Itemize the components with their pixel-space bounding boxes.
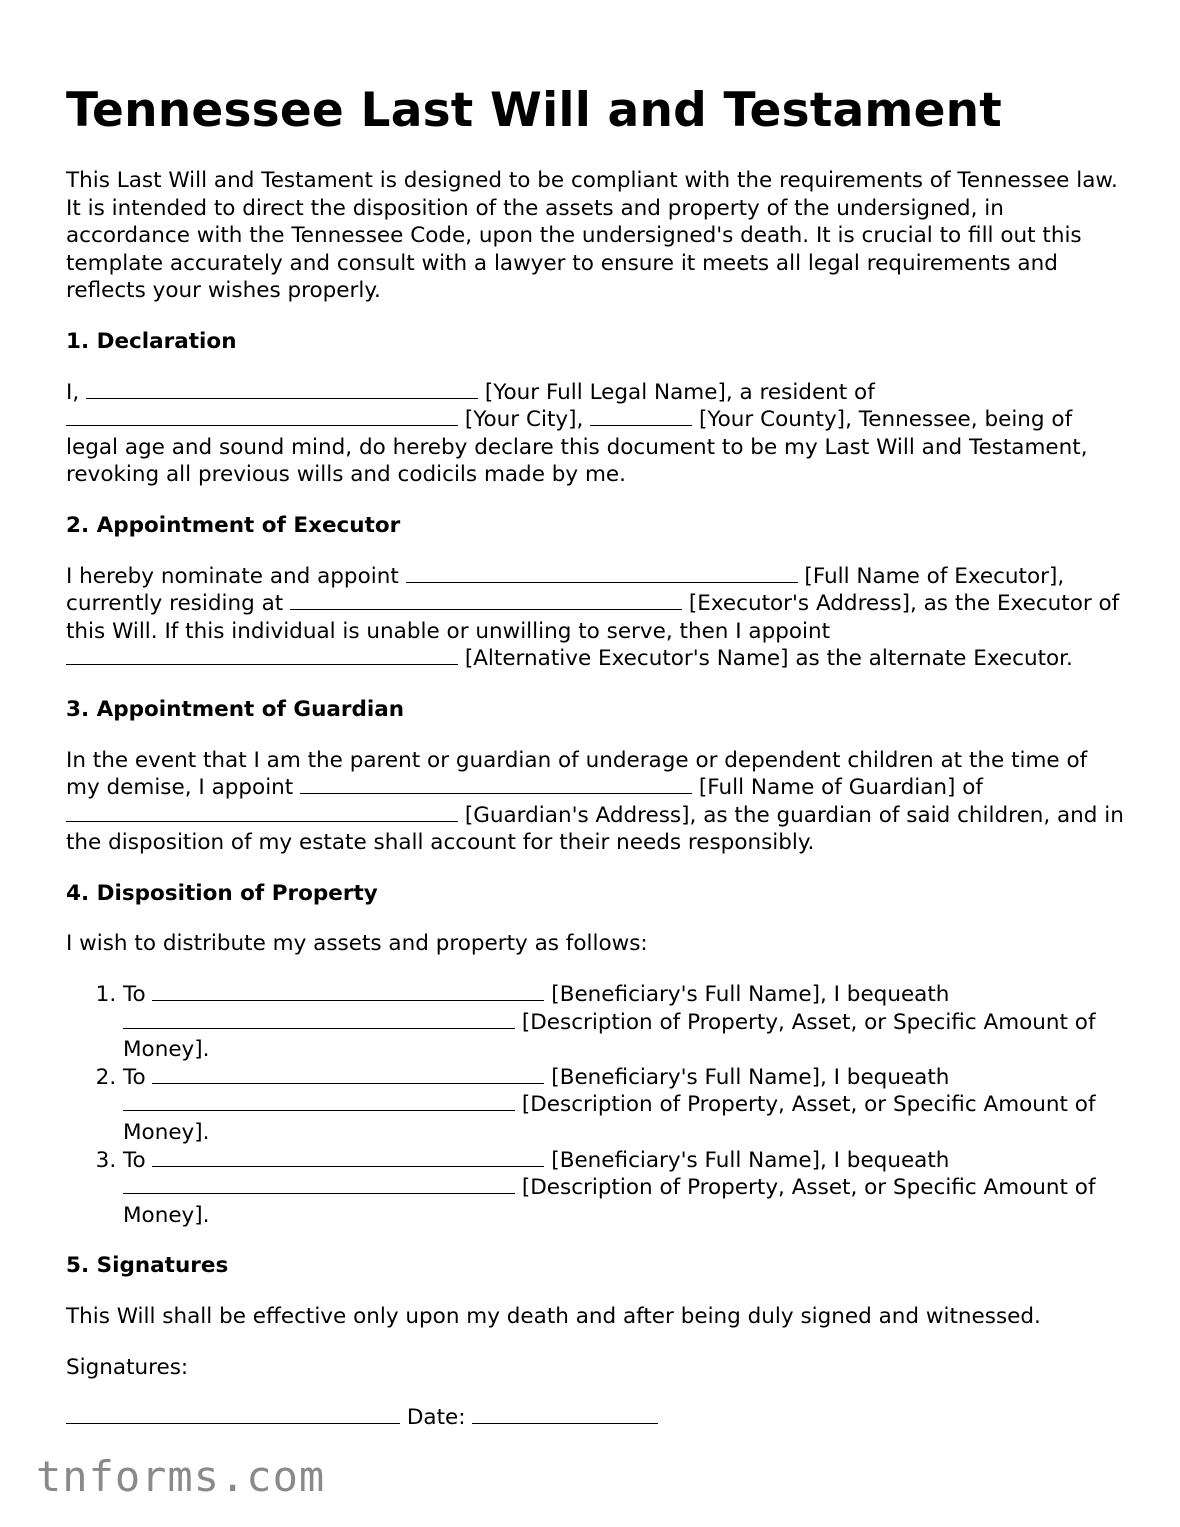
document-title: Tennessee Last Will and Testament xyxy=(66,83,1002,138)
section-heading-executor: 2. Appointment of Executor xyxy=(66,512,401,538)
section-heading-declaration: 1. Declaration xyxy=(66,328,237,354)
signature-line: Date: xyxy=(66,1404,1126,1432)
beneficiary-name-blank[interactable] xyxy=(152,981,544,1001)
full-name-blank[interactable] xyxy=(86,379,478,399)
property-description-blank[interactable] xyxy=(123,1091,515,1111)
signature-blank[interactable] xyxy=(66,1404,400,1424)
declaration-paragraph: I, [Your Full Legal Name], a resident of [Your City], [Your County], Tennessee, being of legal age and sound mind, do hereby declare this document to be my Last Will and Testament, revoking all previous wills and codicils made by me. xyxy=(66,379,1088,488)
watermark: tnforms.com xyxy=(36,1452,326,1501)
bequest-list xyxy=(66,981,1126,1229)
bequest-item: 1. To [Beneficiary's Full Name], I bequeath [Description of Property, Asset, or Specific Amount of Money]. xyxy=(123,981,1126,1064)
intro-paragraph: This Last Will and Testament is designed to be compliant with the requirements of Tennessee law. It is intended to direct the disposition of the assets and property of the undersigned, in accordance with the Tennessee Code, upon the undersigned's death. It is crucial to fill out this template accurately and consult with a lawyer to ensure it meets all legal requirements and reflects your wishes properly. xyxy=(66,168,1118,304)
executor-address-blank[interactable] xyxy=(290,590,682,610)
guardian-name-blank[interactable] xyxy=(300,774,692,794)
bequest-item: 3. To [Beneficiary's Full Name], I bequeath [Description of Property, Asset, or Specific Amount of Money]. xyxy=(123,1147,1126,1230)
guardian-address-blank[interactable] xyxy=(66,802,458,822)
executor-name-blank[interactable] xyxy=(406,563,798,583)
signatures-paragraph: This Will shall be effective only upon my death and after being duly signed and witnessed. xyxy=(66,1304,1041,1329)
alternate-executor-blank[interactable] xyxy=(66,645,458,665)
beneficiary-name-blank[interactable] xyxy=(152,1147,544,1167)
city-blank[interactable] xyxy=(66,406,458,426)
section-heading-signatures: 5. Signatures xyxy=(66,1253,229,1279)
section-heading-guardian: 3. Appointment of Guardian xyxy=(66,696,405,722)
section-heading-property: 4. Disposition of Property xyxy=(66,880,378,906)
guardian-paragraph: In the event that I am the parent or guardian of underage or dependent children at the time of my demise, I appoint [Full Name of Guardian] of [Guardian's Address], as the guardian of said children, and in the disposition of my estate shall account for their needs responsibly. xyxy=(66,747,1124,856)
property-lead: I wish to distribute my assets and property as follows: xyxy=(66,931,648,957)
date-blank[interactable] xyxy=(472,1404,658,1424)
bequest-item: 2. To [Beneficiary's Full Name], I bequeath [Description of Property, Asset, or Specific Amount of Money]. xyxy=(123,1064,1126,1147)
document-page xyxy=(66,0,1126,1432)
property-description-blank[interactable] xyxy=(123,1009,515,1029)
property-description-blank[interactable] xyxy=(123,1174,515,1194)
executor-paragraph: I hereby nominate and appoint [Full Name of Executor], currently residing at [Executor's Address], as the Executor of this Will. If this individual is unable or unwilling to serve, then I appoint [Alternative Executor's Name] as the alternate Executor. xyxy=(66,563,1120,672)
signatures-label: Signatures: xyxy=(66,1354,189,1380)
county-blank[interactable] xyxy=(590,406,692,426)
beneficiary-name-blank[interactable] xyxy=(152,1064,544,1084)
